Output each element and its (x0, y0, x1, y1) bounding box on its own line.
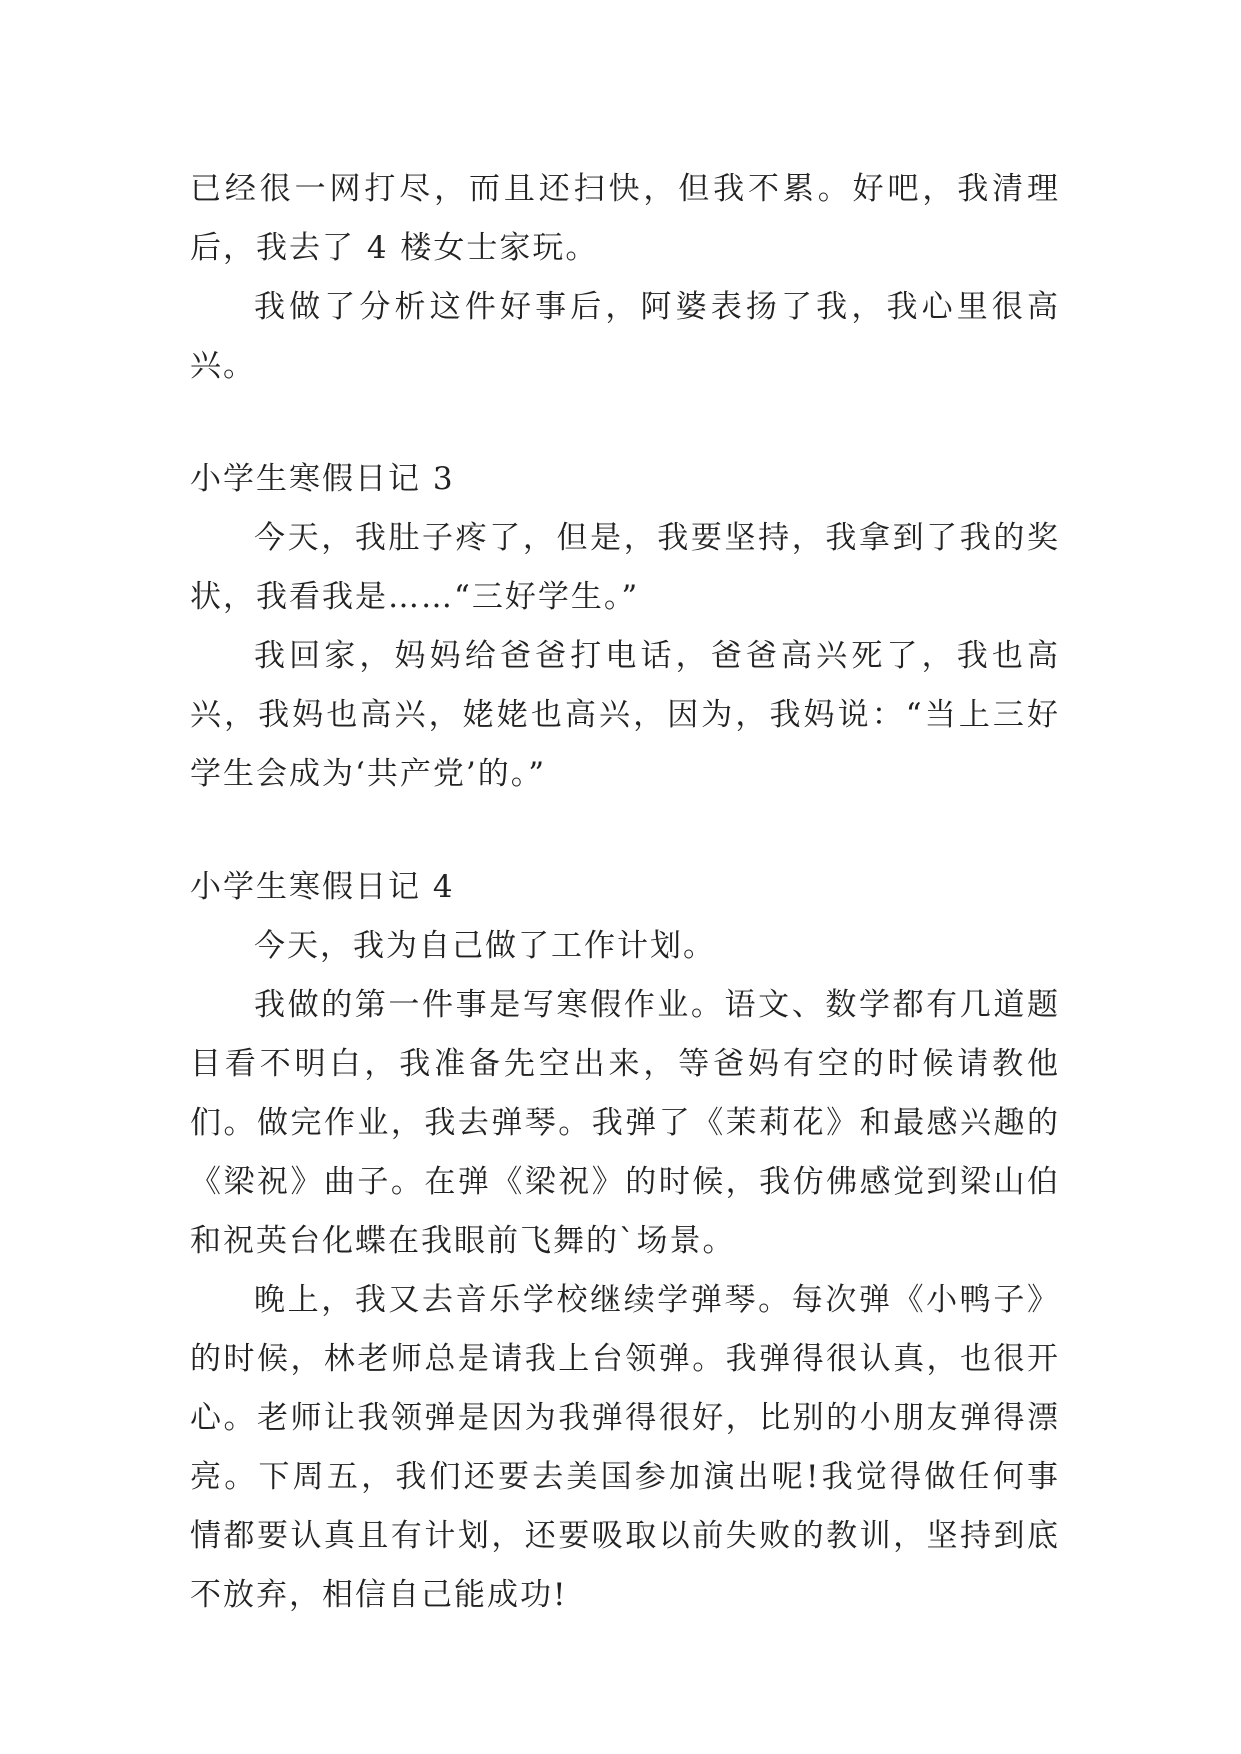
section-title: 小学生寒假日记 3 (190, 461, 455, 497)
section-title: 小学生寒假日记 4 (190, 869, 455, 905)
paragraph: 今天，我为自己做了工作计划。 (254, 928, 716, 964)
paragraph: 我做了分析这件好事后，阿婆表扬了我，我心里很高兴。 (190, 289, 1060, 384)
paragraph: 我做的第一件事是写寒假作业。语文、数学都有几道题目看不明白，我准备先空出来，等爸妈有空的时候请教他们。做完作业，我去弹琴。我弹了《茉莉花》和最感兴趣的《梁祝》曲子。在弹《梁祝》的时候，我仿佛感觉到梁山伯和祝英台化蝶在我眼前飞舞的`场景。 (190, 987, 1060, 1259)
paragraph: 我回家，妈妈给爸爸打电话，爸爸高兴死了，我也高兴，我妈也高兴，姥姥也高兴，因为，我妈说：“当上三好学生会成为‘共产党’的。” (190, 638, 1060, 792)
paragraph: 今天，我肚子疼了，但是，我要坚持，我拿到了我的奖状，我看我是……“三好学生。” (190, 520, 1060, 615)
paragraph: 晚上，我又去音乐学校继续学弹琴。每次弹《小鸭子》的时候，林老师总是请我上台领弹。我弹得很认真，也很开心。老师让我领弹是因为我弹得很好，比别的小朋友弹得漂亮。下周五，我们还要去美国参加演出呢!我觉得做任何事情都要认真且有计划，还要吸取以前失败的教训，坚持到底不放弃，相信自己能成功! (190, 1282, 1060, 1613)
document-body (190, 160, 1060, 1625)
paragraph: 已经很一网打尽，而且还扫快，但我不累。好吧，我清理后，我去了 4 楼女士家玩。 (190, 171, 1060, 266)
